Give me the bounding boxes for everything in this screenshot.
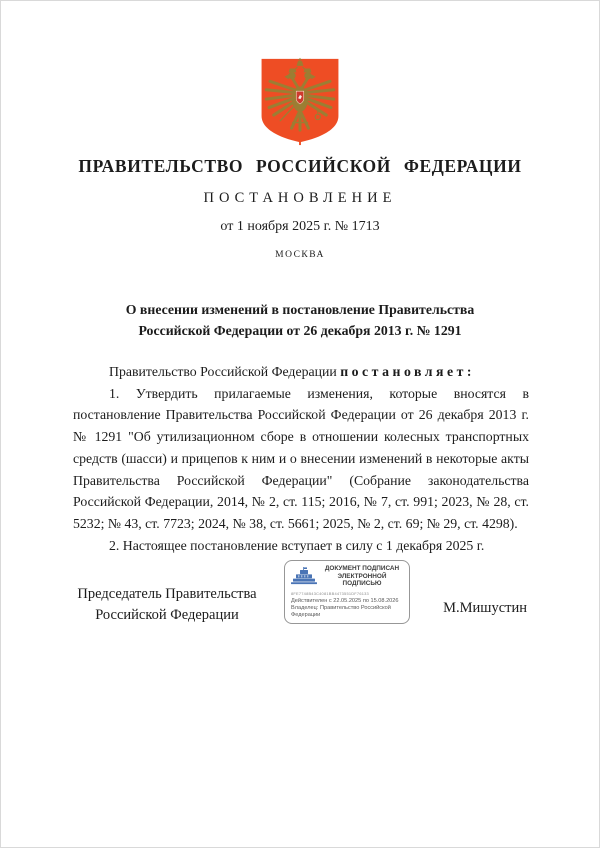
stamp-owner-line1: Владелец: Правительство Российской <box>291 604 391 611</box>
date-number-line: от 1 ноября 2025 г. № 1713 <box>220 219 380 234</box>
stamp-owner-line2: Федерации <box>291 611 321 618</box>
preamble-paragraph <box>73 361 529 383</box>
signatory-name: М.Мишустин <box>443 600 527 616</box>
electronic-signature-stamp <box>284 560 410 624</box>
preamble-resolves: постановляет: <box>340 364 475 379</box>
document-type: ПОСТАНОВЛЕНИЕ <box>203 190 397 206</box>
stamp-validity-period: Действителен с 22.05.2025 по 15.08.2026 <box>291 597 399 604</box>
document-title-line2: Российской Федерации от 26 декабря 2013 г. № 1291 <box>138 322 462 338</box>
paragraph-item-1: 1. Утвердить прилагаемые изменения, которые вносятся в постановление Правительства Российской Федерации от 26 декабря 2013 г. № 1291 "Об утилизационном сборе в отношении колесных транспортных средств (шасси) и прицепов к ним и о внесении изменений в некоторые акты Правительства Российской Федерации" (Собрание законодательства Российской Федерации, 2014, № 2, ст. 115; 2016, № 7, ст. 991; 2023, № 28, ст. 5232; № 43, ст. 7723; 2024, № 38, ст. 5661; 2025, № 2, ст. 69; № 29, ст. 4298). <box>73 385 529 531</box>
stamp-certificate-number: 8FE7748B43C4081BB4473551DF76133 <box>291 591 369 597</box>
government-building-icon <box>291 567 317 585</box>
stamp-title-line2: ЭЛЕКТРОННОЙ ПОДПИСЬЮ <box>337 572 387 588</box>
document-title-line1: О внесении изменений в постановление Правительства <box>125 302 475 317</box>
stamp-header <box>291 565 403 588</box>
signatory-position-line1: Председатель Правительства <box>77 586 257 602</box>
city-label: МОСКВА <box>275 250 325 260</box>
signatory-position-line2: Российской Федерации <box>95 606 239 623</box>
paragraph-item-2: 2. Настоящее постановление вступает в силу с 1 декабря 2025 г. <box>109 537 485 553</box>
document-title <box>61 300 539 341</box>
org-title: ПРАВИТЕЛЬСТВО РОССИЙСКОЙ ФЕДЕРАЦИИ <box>78 156 522 176</box>
stamp-title <box>321 565 403 588</box>
preamble-normal: Правительство Российской Федерации <box>109 364 341 379</box>
signatory-position <box>69 584 265 625</box>
document-body <box>73 361 529 556</box>
russian-coat-of-arms-icon <box>257 56 343 146</box>
stamp-title-line1: ДОКУМЕНТ ПОДПИСАН <box>324 565 400 572</box>
